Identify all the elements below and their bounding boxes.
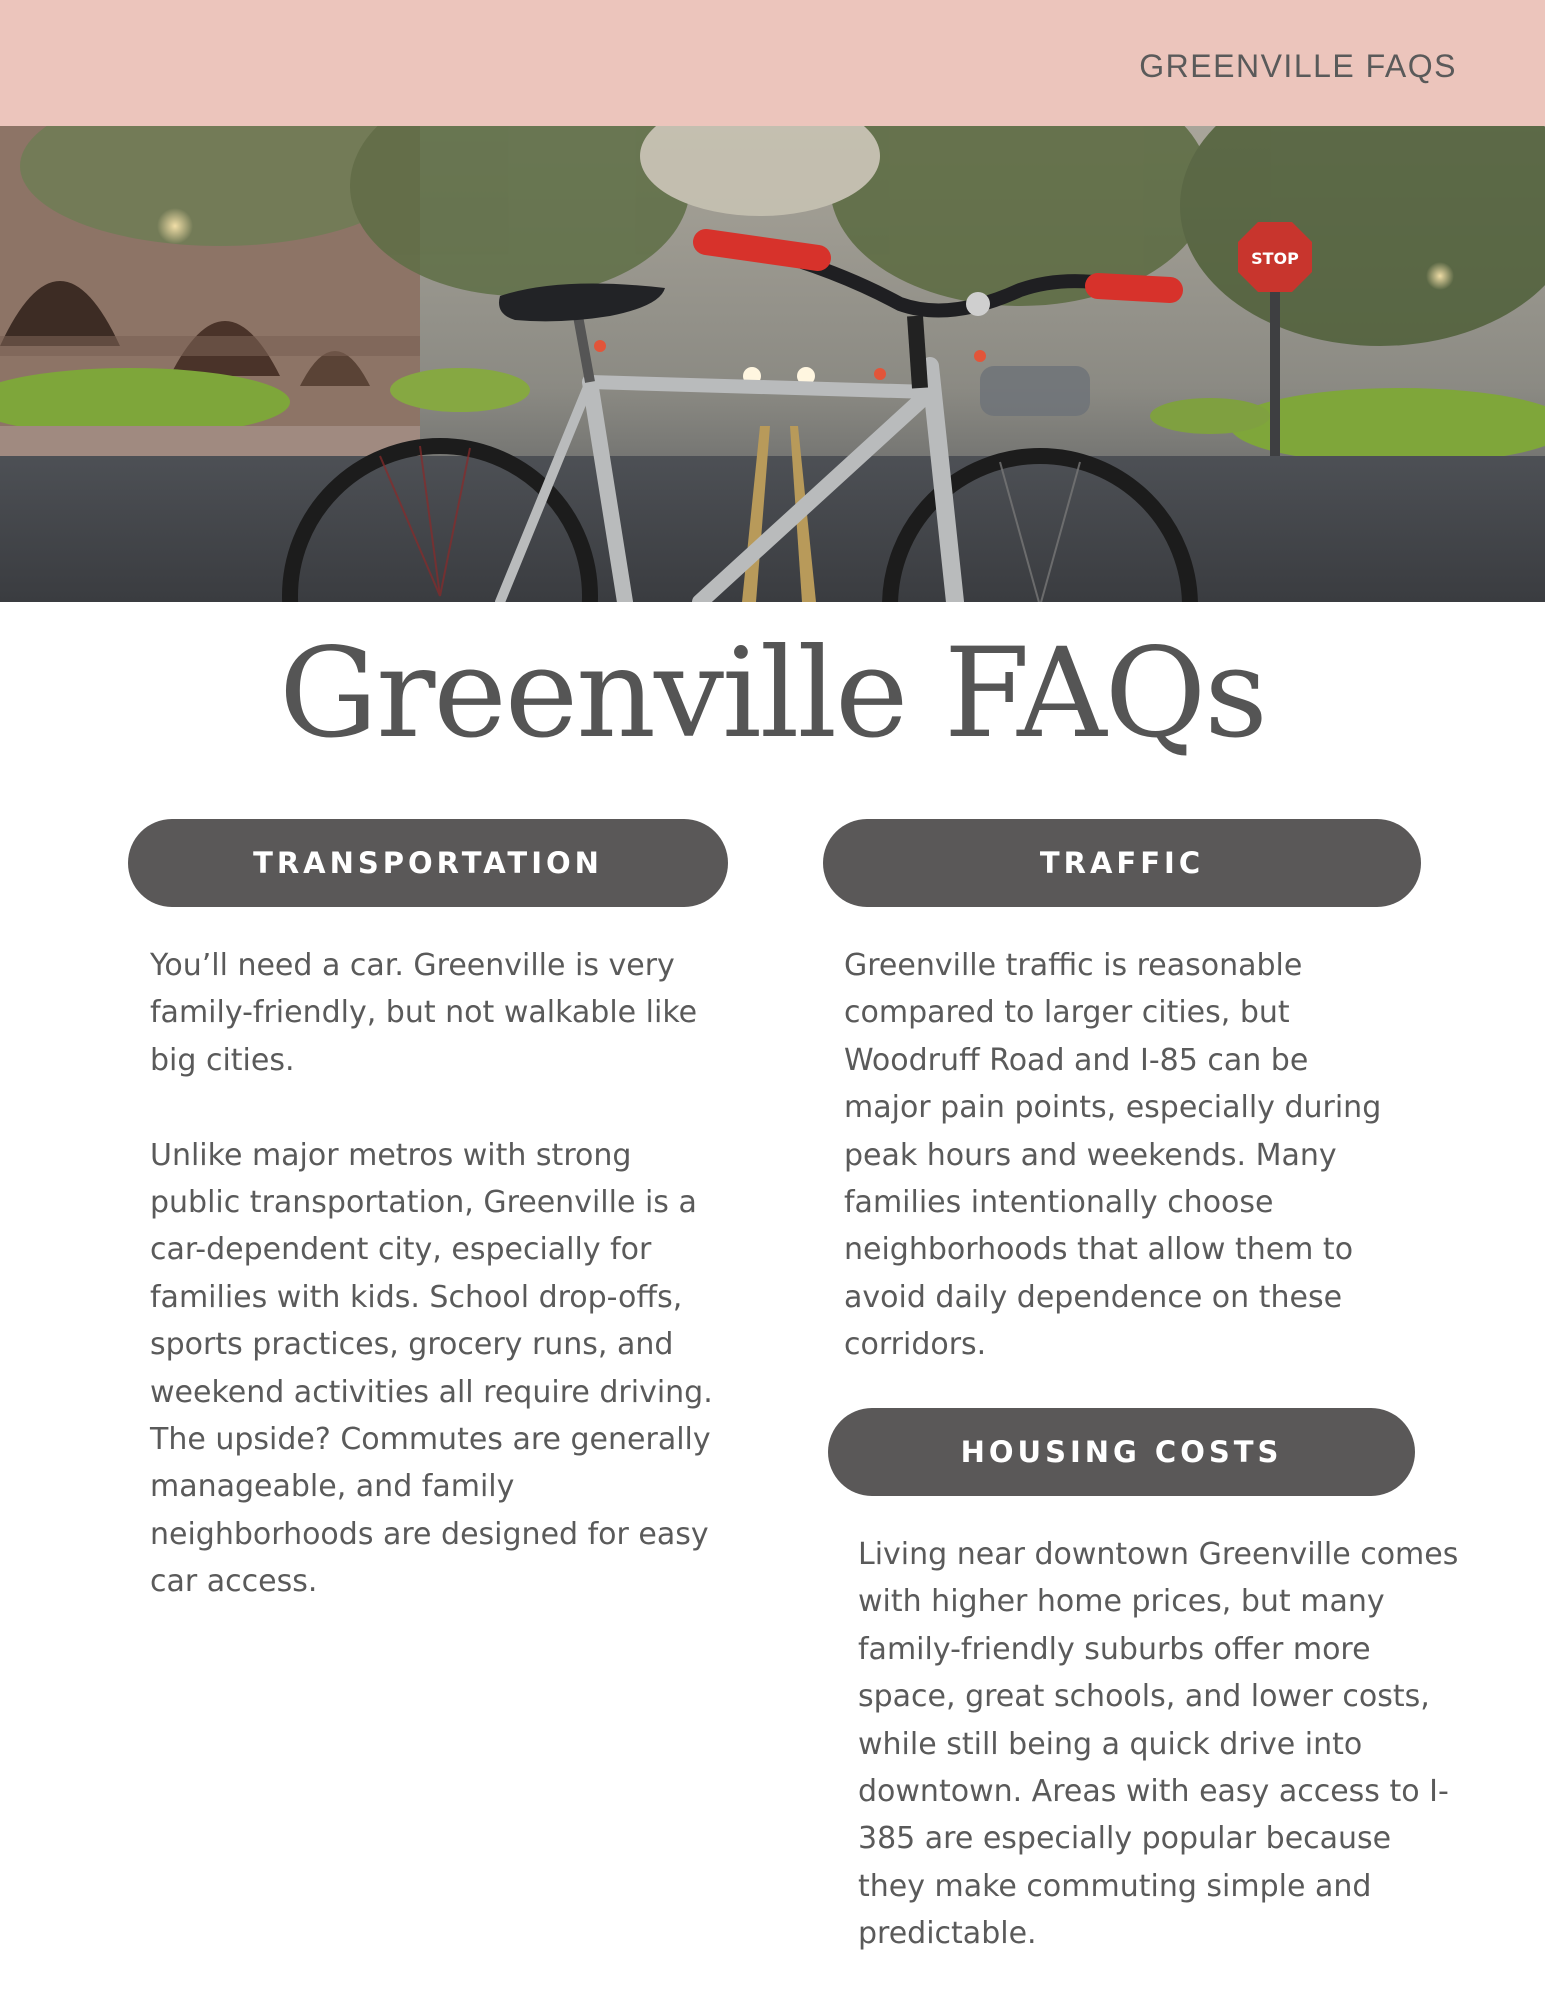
left-grip xyxy=(706,242,818,258)
bicycle-on-street-photo xyxy=(0,126,1545,602)
hero-photo xyxy=(0,126,1545,602)
header-title: GREENVILLE FAQS xyxy=(1139,48,1457,84)
page-title: Greenville FAQs xyxy=(279,622,1266,766)
transportation-body: You’ll need a car. Greenville is very family-friendly, but not walkable like big cities. Unlike major metros with strong public transportation, Greenville is a car-dependent city, especially for families with kids. School drop-offs, sports practices, grocery runs, and weekend activities all require driving. The upside? Commutes are generally manageable, and family neighborhoods are designed for easy car access. xyxy=(150,948,713,1600)
housing-costs-heading: HOUSING COSTS xyxy=(828,1408,1415,1496)
right-grip xyxy=(1098,286,1170,290)
traffic-heading: TRAFFIC xyxy=(823,819,1421,907)
top-banner xyxy=(0,0,1545,126)
transportation-heading: TRANSPORTATION xyxy=(128,819,728,907)
stop-sign-text: STOP xyxy=(1251,249,1299,268)
housing-costs-body: Living near downtown Greenville comes with higher home prices, but many family-friendly suburbs offer more space, great schools, and lower costs, while still being a quick drive into downtown. Areas with easy access to I- 385 are especially popular because they make commuting simple and predictable. xyxy=(858,1537,1459,1952)
traffic-body: Greenville traffic is reasonable compared to larger cities, but Woodruff Road and I-85 can be major pain points, especially during peak hours and weekends. Many families intentionally choose neighborhoods that allow them to avoid daily dependence on these corridors. xyxy=(844,948,1382,1363)
